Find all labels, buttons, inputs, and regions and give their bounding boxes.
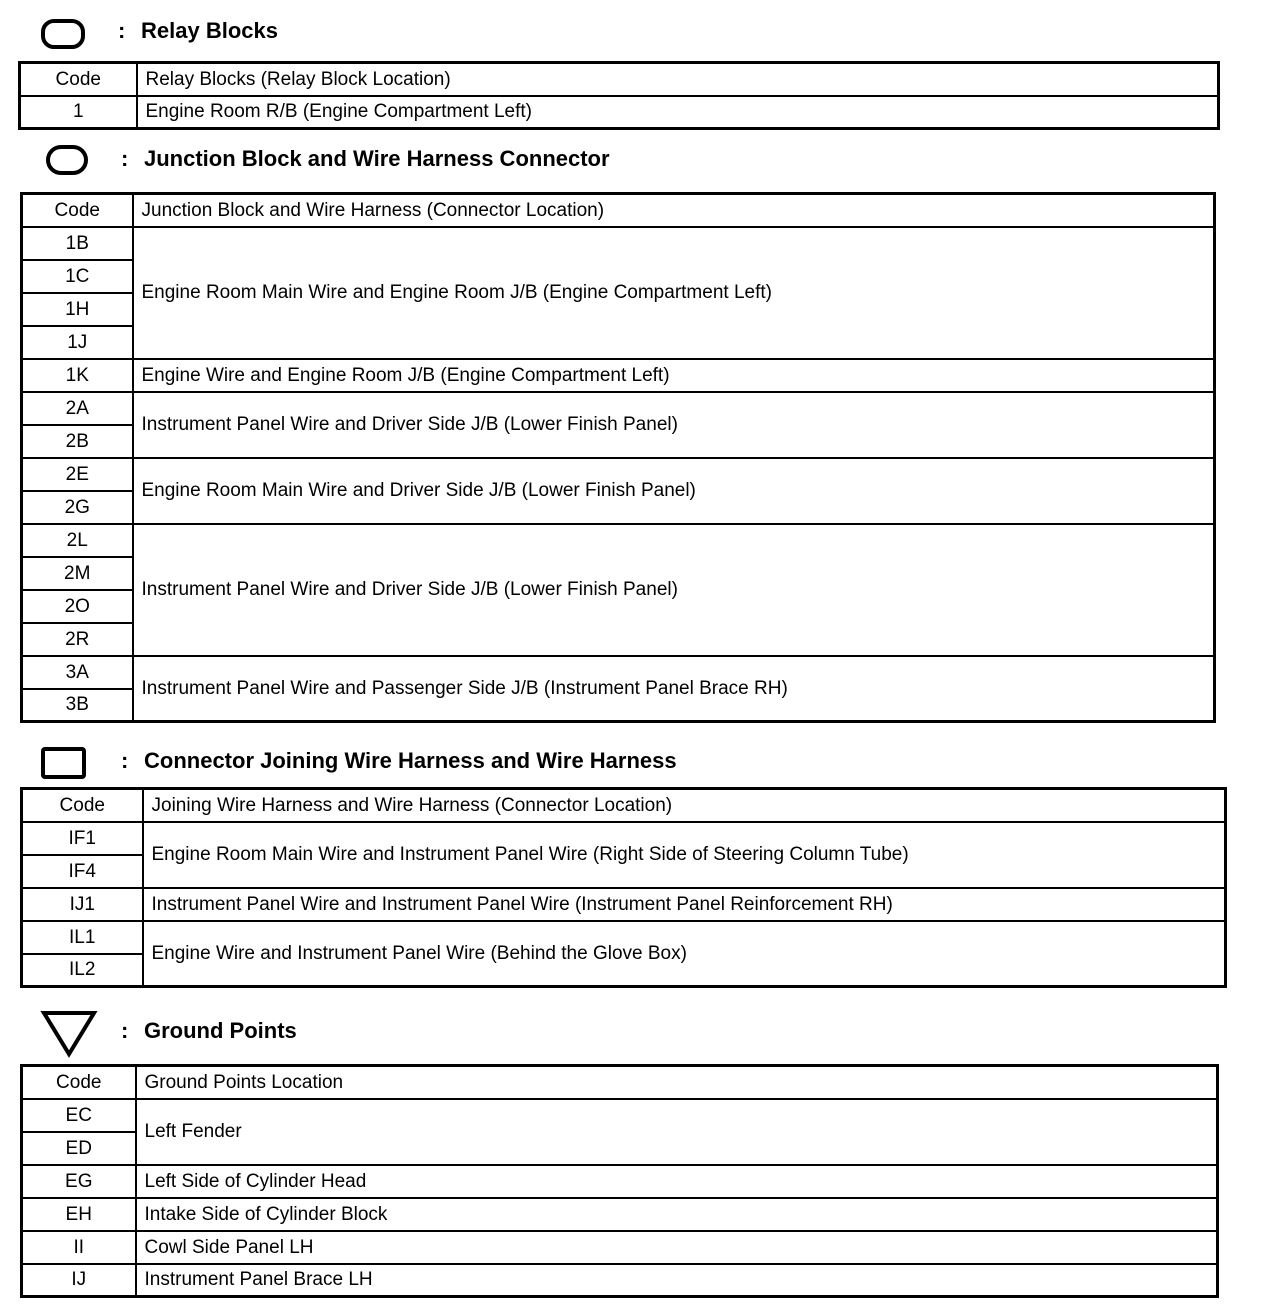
location-cell: Intake Side of Cylinder Block [136, 1198, 1218, 1231]
code-cell: 3A [22, 656, 133, 689]
location-cell: Left Side of Cylinder Head [136, 1165, 1218, 1198]
section-title: Relay Blocks [141, 18, 278, 43]
location-column-header: Junction Block and Wire Harness (Connector Location) [133, 194, 1215, 227]
table-row [22, 1231, 1218, 1264]
location-cell: Instrument Panel Brace LH [136, 1264, 1218, 1297]
junction-block-header [0, 142, 1264, 174]
location-cell: Engine Room Main Wire and Engine Room J/B (Engine Compartment Left) [133, 227, 1215, 359]
location-column-header: Ground Points Location [136, 1066, 1218, 1099]
code-cell: IJ1 [22, 888, 143, 921]
code-cell: IF4 [22, 855, 143, 888]
location-cell: Instrument Panel Wire and Instrument Panel Wire (Instrument Panel Reinforcement RH) [143, 888, 1226, 921]
code-cell: 1C [22, 260, 133, 293]
table-row [22, 359, 1215, 392]
code-cell: IF1 [22, 822, 143, 855]
header-colon: : [121, 1018, 129, 1043]
code-cell: 2B [22, 425, 133, 458]
code-cell: 1K [22, 359, 133, 392]
table-header-row [22, 1066, 1218, 1099]
code-cell: II [22, 1231, 136, 1264]
table-row [22, 524, 1215, 557]
table-row [22, 1165, 1218, 1198]
table-row [22, 822, 1226, 855]
code-cell: 1H [22, 293, 133, 326]
location-cell: Engine Wire and Instrument Panel Wire (Behind the Glove Box) [143, 921, 1226, 987]
header-colon: : [118, 18, 126, 43]
rounded-rect-icon [40, 18, 88, 52]
table-row [22, 656, 1215, 689]
table-row [22, 1099, 1218, 1132]
table-row [22, 458, 1215, 491]
square-icon [40, 746, 88, 780]
relay-blocks-table [18, 61, 1220, 130]
code-column-header: Code [22, 194, 133, 227]
code-cell: 1B [22, 227, 133, 260]
code-cell: 3B [22, 689, 133, 722]
section-title: Connector Joining Wire Harness and Wire Harness [144, 748, 677, 773]
table-row [22, 888, 1226, 921]
code-cell: EG [22, 1165, 136, 1198]
location-cell: Engine Room Main Wire and Driver Side J/B (Lower Finish Panel) [133, 458, 1215, 524]
code-cell: IJ [22, 1264, 136, 1297]
oval-icon [45, 144, 93, 178]
location-cell: Cowl Side Panel LH [136, 1231, 1218, 1264]
code-cell: IL1 [22, 921, 143, 954]
location-cell: Engine Wire and Engine Room J/B (Engine Compartment Left) [133, 359, 1215, 392]
junction-block-table [20, 192, 1216, 723]
section-title: Ground Points [144, 1018, 297, 1043]
code-cell: EH [22, 1198, 136, 1231]
location-cell: Engine Room Main Wire and Instrument Panel Wire (Right Side of Steering Column Tube) [143, 822, 1226, 888]
code-cell: IL2 [22, 954, 143, 987]
table-header-row [22, 194, 1215, 227]
relay-blocks-header [0, 14, 1264, 46]
header-colon: : [121, 748, 129, 773]
table-header-row [22, 789, 1226, 822]
code-cell: ED [22, 1132, 136, 1165]
location-cell: Instrument Panel Wire and Passenger Side J/B (Instrument Panel Brace RH) [133, 656, 1215, 722]
ground-points-table [20, 1064, 1219, 1298]
location-column-header: Relay Blocks (Relay Block Location) [137, 63, 1219, 96]
code-column-header: Code [22, 1066, 136, 1099]
connector-joining-table [20, 787, 1227, 988]
code-cell: 1 [20, 96, 137, 129]
table-row [22, 227, 1215, 260]
connector-joining-header [0, 744, 1264, 776]
code-column-header: Code [22, 789, 143, 822]
location-cell: Engine Room R/B (Engine Compartment Left) [137, 96, 1219, 129]
table-row [22, 1198, 1218, 1231]
table-header-row [20, 63, 1219, 96]
location-cell: Left Fender [136, 1099, 1218, 1165]
code-column-header: Code [20, 63, 137, 96]
location-column-header: Joining Wire Harness and Wire Harness (Connector Location) [143, 789, 1226, 822]
code-cell: 2G [22, 491, 133, 524]
code-cell: EC [22, 1099, 136, 1132]
location-cell: Instrument Panel Wire and Driver Side J/B (Lower Finish Panel) [133, 392, 1215, 458]
code-cell: 2R [22, 623, 133, 656]
table-row [20, 96, 1219, 129]
ground-points-header [0, 1010, 1264, 1042]
header-colon: : [121, 146, 129, 171]
code-cell: 2M [22, 557, 133, 590]
code-cell: 2O [22, 590, 133, 623]
table-row [22, 392, 1215, 425]
section-title: Junction Block and Wire Harness Connector [144, 146, 610, 171]
code-cell: 2A [22, 392, 133, 425]
code-cell: 1J [22, 326, 133, 359]
ground-triangle-icon [40, 1010, 100, 1060]
table-row [22, 921, 1226, 954]
table-row [22, 1264, 1218, 1297]
code-cell: 2E [22, 458, 133, 491]
location-cell: Instrument Panel Wire and Driver Side J/B (Lower Finish Panel) [133, 524, 1215, 656]
code-cell: 2L [22, 524, 133, 557]
